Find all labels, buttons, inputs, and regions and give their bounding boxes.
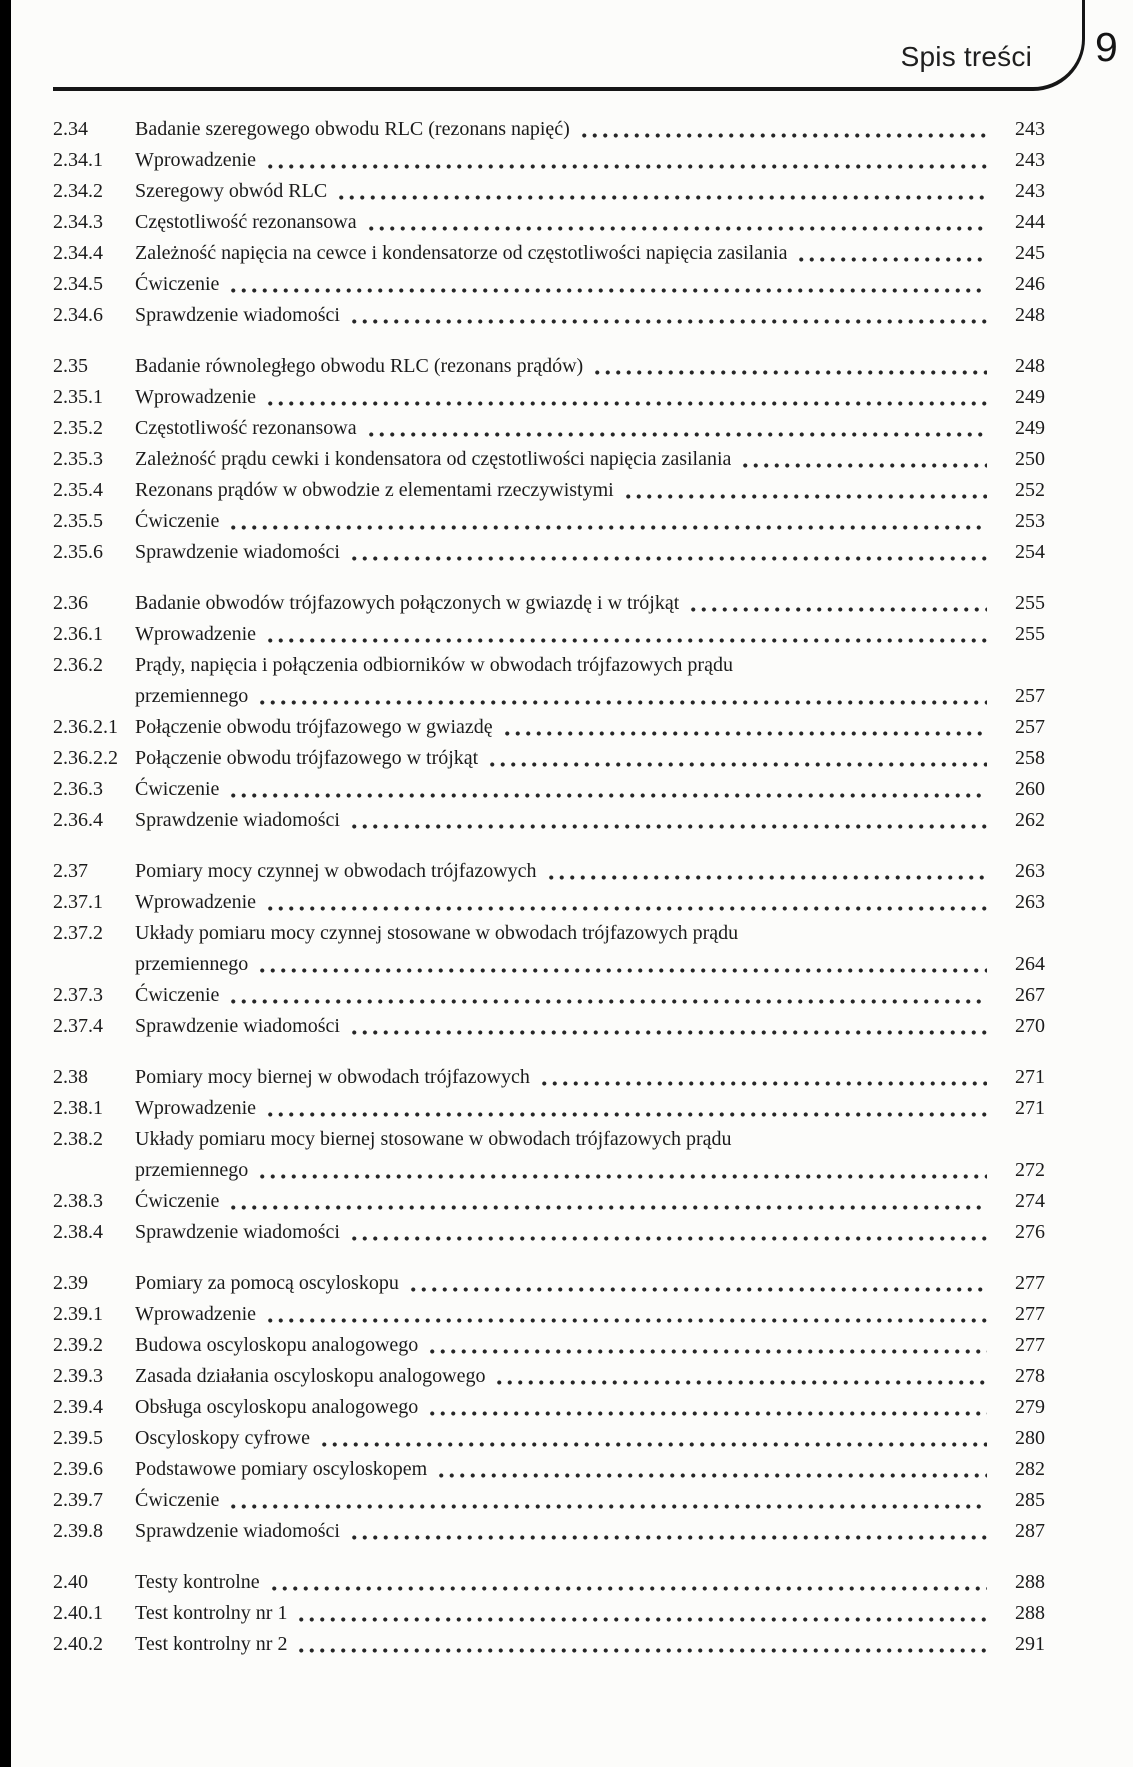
header-rule xyxy=(53,0,1085,91)
toc-row xyxy=(53,1598,1045,1629)
toc-entry-title: Połączenie obwodu trójfazowego w trójkąt xyxy=(135,747,479,769)
toc-entry-page: 249 xyxy=(1015,386,1045,408)
toc-entry-number: 2.35 xyxy=(53,355,88,377)
toc-entry-page: 272 xyxy=(1015,1159,1045,1181)
dot-leader xyxy=(255,1155,987,1186)
toc-entry-number: 2.34.3 xyxy=(53,211,103,233)
toc-entry-title: Badanie szeregowego obwodu RLC (rezonans napięć) xyxy=(135,118,570,140)
toc-entry-page: 248 xyxy=(1015,355,1045,377)
toc-entry-title: Sprawdzenie wiadomości xyxy=(135,541,340,563)
toc-row xyxy=(53,980,1045,1011)
toc-entry-title: Rezonans prądów w obwodzie z elementami rzeczywistymi xyxy=(135,479,614,501)
toc-entry-number: 2.36.3 xyxy=(53,778,103,800)
toc-entry-number: 2.39.1 xyxy=(53,1303,103,1325)
toc-line xyxy=(53,774,1045,805)
toc-row xyxy=(53,145,1045,176)
toc-entry-number: 2.39.2 xyxy=(53,1334,103,1356)
toc-line xyxy=(53,1186,1045,1217)
toc-entry-title: Wprowadzenie xyxy=(135,623,257,645)
toc-line xyxy=(53,506,1045,537)
dot-leader xyxy=(263,145,987,176)
toc-row xyxy=(53,1299,1045,1330)
toc-group xyxy=(53,856,1045,1042)
toc-entry-number: 2.39.8 xyxy=(53,1520,103,1542)
toc-entry-title: Sprawdzenie wiadomości xyxy=(135,1015,340,1037)
toc-line xyxy=(53,681,1045,712)
toc-line xyxy=(53,1567,1045,1598)
toc-entry-number: 2.34.2 xyxy=(53,180,103,202)
toc-entry-page: 248 xyxy=(1015,304,1045,326)
toc-entry-page: 257 xyxy=(1015,685,1045,707)
toc-line xyxy=(53,1093,1045,1124)
toc-entry-page: 252 xyxy=(1015,479,1045,501)
toc-entry-page: 267 xyxy=(1015,984,1045,1006)
dot-leader xyxy=(294,1629,987,1660)
toc-entry-page: 277 xyxy=(1015,1272,1045,1294)
toc-entry-page: 291 xyxy=(1015,1633,1045,1655)
toc-line xyxy=(53,300,1045,331)
toc-entry-page: 243 xyxy=(1015,149,1045,171)
toc-line xyxy=(53,1011,1045,1042)
toc-entry-number: 2.35.5 xyxy=(53,510,103,532)
toc-entry-number: 2.36.2.2 xyxy=(53,747,118,769)
toc-entry-title: Zależność prądu cewki i kondensatora od częstotliwości napięcia zasilania xyxy=(135,448,732,470)
toc-entry-number: 2.36.2 xyxy=(53,654,103,676)
toc-line xyxy=(53,949,1045,980)
toc-entry-number: 2.39.4 xyxy=(53,1396,103,1418)
dot-leader xyxy=(263,382,987,413)
dot-leader xyxy=(255,949,987,980)
dot-leader xyxy=(425,1330,987,1361)
toc-entry-title: Ćwiczenie xyxy=(135,778,220,800)
toc-row xyxy=(53,805,1045,836)
toc-entry-page: 243 xyxy=(1015,180,1045,202)
toc-row xyxy=(53,238,1045,269)
dot-leader xyxy=(263,1093,987,1124)
toc-entry-title: Układy pomiaru mocy biernej stosowane w obwodach trójfazowych prądu xyxy=(135,1128,732,1150)
toc-line xyxy=(53,1629,1045,1660)
toc-row xyxy=(53,269,1045,300)
toc-entry-title: Budowa oscyloskopu analogowego xyxy=(135,1334,419,1356)
toc-entry-page: 274 xyxy=(1015,1190,1045,1212)
toc-line xyxy=(53,537,1045,568)
toc-entry-title: Wprowadzenie xyxy=(135,1097,257,1119)
toc-entry-number: 2.40 xyxy=(53,1571,88,1593)
dot-leader xyxy=(406,1268,987,1299)
toc-entry-number: 2.36.4 xyxy=(53,809,103,831)
dot-leader xyxy=(255,681,987,712)
dot-leader xyxy=(226,506,987,537)
toc-group xyxy=(53,114,1045,331)
toc-row xyxy=(53,887,1045,918)
dot-leader xyxy=(500,712,987,743)
toc-line xyxy=(53,413,1045,444)
toc-entry-number: 2.39.5 xyxy=(53,1427,103,1449)
toc-entry-title: Ćwiczenie xyxy=(135,984,220,1006)
toc-row xyxy=(53,475,1045,506)
toc-line xyxy=(53,176,1045,207)
toc-entry-number: 2.34.6 xyxy=(53,304,103,326)
dot-leader xyxy=(267,1567,987,1598)
toc-entry-title: Pomiary za pomocą oscyloskopu xyxy=(135,1272,399,1294)
toc-entry-page: 279 xyxy=(1015,1396,1045,1418)
dot-leader xyxy=(317,1423,987,1454)
toc-entry-page: 249 xyxy=(1015,417,1045,439)
toc-entry-number: 2.35.1 xyxy=(53,386,103,408)
toc-entry-number: 2.37.1 xyxy=(53,891,103,913)
toc-entry-number: 2.35.3 xyxy=(53,448,103,470)
dot-leader xyxy=(334,176,987,207)
toc-line xyxy=(53,918,1045,949)
toc-row xyxy=(53,918,1045,980)
page-edge-bar xyxy=(0,0,11,1767)
toc-line xyxy=(53,650,1045,681)
toc-row xyxy=(53,1330,1045,1361)
dot-leader xyxy=(577,114,987,145)
toc-entry-title: Pomiary mocy czynnej w obwodach trójfazowych xyxy=(135,860,537,882)
toc-entry-number: 2.37.4 xyxy=(53,1015,103,1037)
toc-entry-page: 255 xyxy=(1015,623,1045,645)
toc-entry-page: 280 xyxy=(1015,1427,1045,1449)
toc-entry-page: 288 xyxy=(1015,1571,1045,1593)
toc-line xyxy=(53,856,1045,887)
toc-row xyxy=(53,351,1045,382)
toc-entry-title: przemiennego xyxy=(135,953,249,975)
toc-row xyxy=(53,382,1045,413)
toc-entry-page: 243 xyxy=(1015,118,1045,140)
page-number: 9 xyxy=(1095,24,1118,70)
toc-entry-title: Ćwiczenie xyxy=(135,1190,220,1212)
toc-line xyxy=(53,238,1045,269)
toc-row xyxy=(53,1454,1045,1485)
toc-entry-title: Wprowadzenie xyxy=(135,891,257,913)
toc-row xyxy=(53,1268,1045,1299)
toc-entry-page: 282 xyxy=(1015,1458,1045,1480)
toc-row xyxy=(53,444,1045,475)
toc-entry-title: Badanie równoległego obwodu RLC (rezonans prądów) xyxy=(135,355,584,377)
toc-entry-page: 277 xyxy=(1015,1303,1045,1325)
dot-leader xyxy=(226,980,987,1011)
dot-leader xyxy=(434,1454,987,1485)
toc-entry-page: 271 xyxy=(1015,1066,1045,1088)
toc-line xyxy=(53,1485,1045,1516)
toc-entry-title: Prądy, napięcia i połączenia odbiorników w obwodach trójfazowych prądu xyxy=(135,654,733,676)
toc-group xyxy=(53,588,1045,836)
toc-line xyxy=(53,980,1045,1011)
toc-entry-number: 2.38 xyxy=(53,1066,88,1088)
toc-entry-title: Sprawdzenie wiadomości xyxy=(135,1221,340,1243)
toc-line xyxy=(53,1516,1045,1547)
toc-entry-page: 264 xyxy=(1015,953,1045,975)
toc-entry-title: Sprawdzenie wiadomości xyxy=(135,1520,340,1542)
dot-leader xyxy=(263,887,987,918)
toc-entry-number: 2.39.3 xyxy=(53,1365,103,1387)
toc-entry-title: Częstotliwość rezonansowa xyxy=(135,417,357,439)
toc-entry-number: 2.38.2 xyxy=(53,1128,103,1150)
toc-group xyxy=(53,1567,1045,1660)
toc-line xyxy=(53,1598,1045,1629)
toc-entry-page: 250 xyxy=(1015,448,1045,470)
toc-entry-title: Podstawowe pomiary oscyloskopem xyxy=(135,1458,428,1480)
toc-entry-number: 2.35.6 xyxy=(53,541,103,563)
toc-entry-page: 260 xyxy=(1015,778,1045,800)
toc-row xyxy=(53,774,1045,805)
dot-leader xyxy=(226,269,987,300)
toc-row xyxy=(53,1124,1045,1186)
toc-line xyxy=(53,887,1045,918)
toc-row xyxy=(53,1485,1045,1516)
toc-row xyxy=(53,506,1045,537)
toc-line xyxy=(53,1454,1045,1485)
toc-entry-page: 245 xyxy=(1015,242,1045,264)
toc-entry-number: 2.35.2 xyxy=(53,417,103,439)
toc-entry-title: Sprawdzenie wiadomości xyxy=(135,304,340,326)
toc-line xyxy=(53,145,1045,176)
toc-entry-number: 2.40.2 xyxy=(53,1633,103,1655)
toc-entry-page: 258 xyxy=(1015,747,1045,769)
toc-row xyxy=(53,1567,1045,1598)
toc-entry-title: Częstotliwość rezonansowa xyxy=(135,211,357,233)
toc-entry-page: 262 xyxy=(1015,809,1045,831)
toc-entry-number: 2.36 xyxy=(53,592,88,614)
toc-entry-page: 255 xyxy=(1015,592,1045,614)
toc-line xyxy=(53,1268,1045,1299)
toc-line xyxy=(53,114,1045,145)
toc-line xyxy=(53,1062,1045,1093)
dot-leader xyxy=(347,537,987,568)
toc-group xyxy=(53,1062,1045,1248)
toc-entry-number: 2.40.1 xyxy=(53,1602,103,1624)
dot-leader xyxy=(294,1598,987,1629)
toc-entry-page: 287 xyxy=(1015,1520,1045,1542)
toc-line xyxy=(53,444,1045,475)
toc-entry-page: 270 xyxy=(1015,1015,1045,1037)
toc-row xyxy=(53,588,1045,619)
toc-row xyxy=(53,300,1045,331)
toc-row xyxy=(53,856,1045,887)
toc-entry-title: Wprowadzenie xyxy=(135,386,257,408)
toc-group xyxy=(53,1268,1045,1547)
toc-entry-number: 2.36.2.1 xyxy=(53,716,118,738)
toc-entry-title: przemiennego xyxy=(135,1159,249,1181)
toc-entry-page: 253 xyxy=(1015,510,1045,532)
toc-row xyxy=(53,743,1045,774)
toc-row xyxy=(53,537,1045,568)
toc-entry-number: 2.37 xyxy=(53,860,88,882)
toc-entry-number: 2.38.1 xyxy=(53,1097,103,1119)
toc-entry-title: Test kontrolny nr 1 xyxy=(135,1602,288,1624)
dot-leader xyxy=(485,743,987,774)
toc-row xyxy=(53,1392,1045,1423)
toc-line xyxy=(53,1155,1045,1186)
toc-entry-title: Oscyloskopy cyfrowe xyxy=(135,1427,310,1449)
toc-entry-page: 246 xyxy=(1015,273,1045,295)
dot-leader xyxy=(621,475,987,506)
dot-leader xyxy=(263,619,987,650)
toc-row xyxy=(53,1217,1045,1248)
toc-entry-title: Wprowadzenie xyxy=(135,149,257,171)
dot-leader xyxy=(686,588,987,619)
toc-entry-title: Ćwiczenie xyxy=(135,273,220,295)
toc-row xyxy=(53,1516,1045,1547)
toc-entry-title: Ćwiczenie xyxy=(135,1489,220,1511)
dot-leader xyxy=(425,1392,987,1423)
toc-entry-title: Pomiary mocy biernej w obwodach trójfazowych xyxy=(135,1066,530,1088)
page-title: Spis treści xyxy=(900,41,1032,72)
toc-entry-number: 2.34.1 xyxy=(53,149,103,171)
toc-entry-page: 244 xyxy=(1015,211,1045,233)
toc-entry-title: Ćwiczenie xyxy=(135,510,220,532)
dot-leader xyxy=(263,1299,987,1330)
dot-leader xyxy=(738,444,987,475)
toc-entry-page: 276 xyxy=(1015,1221,1045,1243)
toc-entry-number: 2.39 xyxy=(53,1272,88,1294)
toc-entry-page: 254 xyxy=(1015,541,1045,563)
toc-row xyxy=(53,413,1045,444)
toc-row xyxy=(53,712,1045,743)
toc-entry-title: Test kontrolny nr 2 xyxy=(135,1633,288,1655)
toc-line xyxy=(53,805,1045,836)
toc-entry-title: Połączenie obwodu trójfazowego w gwiazdę xyxy=(135,716,493,738)
toc-line xyxy=(53,1330,1045,1361)
toc-entry-page: 257 xyxy=(1015,716,1045,738)
dot-leader xyxy=(347,1011,987,1042)
toc-line xyxy=(53,1423,1045,1454)
dot-leader xyxy=(347,805,987,836)
toc-row xyxy=(53,1629,1045,1660)
toc-entry-number: 2.39.7 xyxy=(53,1489,103,1511)
toc-row xyxy=(53,176,1045,207)
dot-leader xyxy=(226,1485,987,1516)
toc-row xyxy=(53,114,1045,145)
toc-row xyxy=(53,1186,1045,1217)
toc-entry-title: Wprowadzenie xyxy=(135,1303,257,1325)
dot-leader xyxy=(364,207,987,238)
toc-entry-title: Szeregowy obwód RLC xyxy=(135,180,328,202)
toc-line xyxy=(53,1361,1045,1392)
toc-line xyxy=(53,712,1045,743)
toc-line xyxy=(53,1217,1045,1248)
dot-leader xyxy=(347,1516,987,1547)
toc-entry-page: 263 xyxy=(1015,860,1045,882)
toc-entry-page: 278 xyxy=(1015,1365,1045,1387)
toc-row xyxy=(53,650,1045,712)
toc-entry-number: 2.38.3 xyxy=(53,1190,103,1212)
toc-entry-title: Testy kontrolne xyxy=(135,1571,260,1593)
dot-leader xyxy=(226,774,987,805)
toc-line xyxy=(53,475,1045,506)
dot-leader xyxy=(226,1186,987,1217)
toc-entry-page: 271 xyxy=(1015,1097,1045,1119)
toc-entry-page: 277 xyxy=(1015,1334,1045,1356)
toc-line xyxy=(53,588,1045,619)
dot-leader xyxy=(347,300,987,331)
toc-entry-title: Sprawdzenie wiadomości xyxy=(135,809,340,831)
toc-entry-number: 2.36.1 xyxy=(53,623,103,645)
toc-entry-number: 2.39.6 xyxy=(53,1458,103,1480)
toc-line xyxy=(53,1124,1045,1155)
toc-group xyxy=(53,351,1045,568)
toc-entry-title: Zasada działania oscyloskopu analogowego xyxy=(135,1365,486,1387)
toc-entry-title: Zależność napięcia na cewce i kondensatorze od częstotliwości napięcia zasilania xyxy=(135,242,788,264)
dot-leader xyxy=(492,1361,987,1392)
toc-entry-number: 2.37.3 xyxy=(53,984,103,1006)
toc-entry-number: 2.35.4 xyxy=(53,479,103,501)
dot-leader xyxy=(347,1217,987,1248)
toc-entry-number: 2.34.4 xyxy=(53,242,103,264)
dot-leader xyxy=(794,238,987,269)
toc-line xyxy=(53,269,1045,300)
toc-line xyxy=(53,619,1045,650)
toc-line xyxy=(53,382,1045,413)
toc-row xyxy=(53,1093,1045,1124)
toc-entry-number: 2.34 xyxy=(53,118,88,140)
toc-line xyxy=(53,743,1045,774)
dot-leader xyxy=(537,1062,987,1093)
toc-line xyxy=(53,1392,1045,1423)
toc-entry-title: Obsługa oscyloskopu analogowego xyxy=(135,1396,419,1418)
toc-row xyxy=(53,1011,1045,1042)
toc-entry-number: 2.38.4 xyxy=(53,1221,103,1243)
dot-leader xyxy=(364,413,987,444)
toc-row xyxy=(53,1062,1045,1093)
toc-line xyxy=(53,207,1045,238)
toc-line xyxy=(53,1299,1045,1330)
toc-entry-number: 2.34.5 xyxy=(53,273,103,295)
toc-line xyxy=(53,351,1045,382)
toc-row xyxy=(53,1423,1045,1454)
toc-entry-title: Układy pomiaru mocy czynnej stosowane w obwodach trójfazowych prądu xyxy=(135,922,739,944)
toc-row xyxy=(53,1361,1045,1392)
toc-row xyxy=(53,207,1045,238)
toc-entry-title: przemiennego xyxy=(135,685,249,707)
toc-entry-page: 288 xyxy=(1015,1602,1045,1624)
toc-entry-number: 2.37.2 xyxy=(53,922,103,944)
toc-list xyxy=(53,114,1045,1680)
dot-leader xyxy=(544,856,987,887)
dot-leader xyxy=(590,351,987,382)
toc-entry-page: 285 xyxy=(1015,1489,1045,1511)
toc-row xyxy=(53,619,1045,650)
toc-entry-page: 263 xyxy=(1015,891,1045,913)
toc-entry-title: Badanie obwodów trójfazowych połączonych w gwiazdę i w trójkąt xyxy=(135,592,680,614)
